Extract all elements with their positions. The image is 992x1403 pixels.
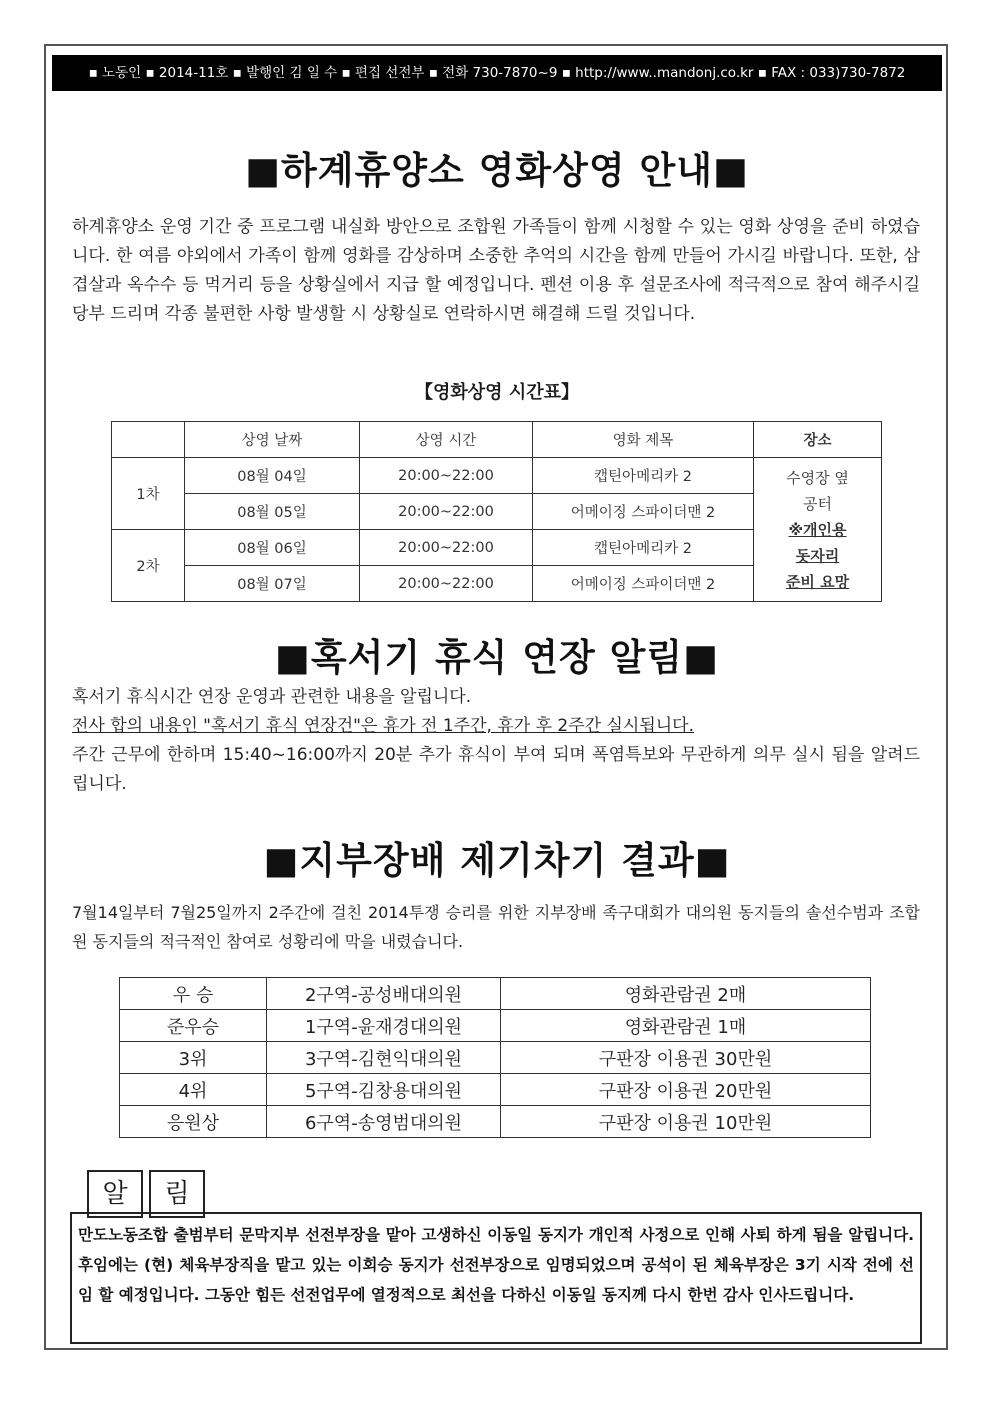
result-rank: 3위 — [120, 1042, 267, 1074]
schedule-header-date: 상영 날짜 — [185, 422, 360, 458]
masthead-bar — [52, 55, 942, 91]
schedule-group-label: 2차 — [112, 530, 185, 602]
notice-tabs — [87, 1170, 211, 1216]
table-row — [120, 1010, 871, 1042]
section2-title: ■혹서기 휴식 연장 알림■ — [274, 636, 720, 679]
table-row — [120, 1074, 871, 1106]
section2-line3: 주간 근무에 한하며 15:40~16:00까지 20분 추가 휴식이 부여 되며 폭염특보와 무관하게 의무 실시 됨을 알려드립니다. — [72, 745, 920, 794]
schedule-date: 08월 06일 — [185, 530, 360, 566]
table-row — [120, 978, 871, 1010]
schedule-date: 08월 04일 — [185, 458, 360, 494]
schedule-title: 【영화상영 시간표】 — [415, 382, 579, 403]
result-rank: 준우승 — [120, 1010, 267, 1042]
section1-title: ■하계휴양소 영화상영 안내■ — [245, 149, 749, 192]
result-prize: 구판장 이용권 20만원 — [501, 1074, 871, 1106]
section3-title: ■지부장배 제기차기 결과■ — [263, 839, 731, 882]
schedule-date: 08월 05일 — [185, 494, 360, 530]
schedule-movie: 캡틴아메리카 2 — [533, 458, 754, 494]
result-winner: 2구역-공성배대의원 — [267, 978, 501, 1010]
result-prize: 영화관람권 1매 — [501, 1010, 871, 1042]
notice-tab-2: 림 — [149, 1170, 205, 1218]
result-rank: 응원상 — [120, 1106, 267, 1138]
result-rank: 우 승 — [120, 978, 267, 1010]
movie-schedule-table — [111, 421, 882, 602]
schedule-movie: 캡틴아메리카 2 — [533, 530, 754, 566]
schedule-movie: 어메이징 스파이더맨 2 — [533, 494, 754, 530]
notice-body: 만도노동조합 출범부터 문막지부 선전부장을 맡아 고생하신 이동일 동지가 개인적 사정으로 인해 사퇴 하게 됨을 알립니다. 후임에는 (현) 체육부장직을 맡고 있는 이회승 동지가 선전부장으로 임명되었으며 공석이 된 체육부장은 3기 시작 전에 선임 할 예정입니다. 그동안 힘든 선전업무에 열정적으로 최선을 다하신 이동일 동지께 다시 한번 감사 인사드립니다. — [78, 1226, 914, 1304]
schedule-header-row — [112, 422, 882, 458]
place-note1: ※개인용 — [788, 520, 847, 539]
schedule-time: 20:00~22:00 — [360, 566, 533, 602]
schedule-time: 20:00~22:00 — [360, 458, 533, 494]
section2-line2: 전사 합의 내용인 "혹서기 휴식 연장건"은 휴가 전 1주간, 휴가 후 2주간 실시됩니다. — [72, 716, 695, 736]
result-prize: 구판장 이용권 10만원 — [501, 1106, 871, 1138]
schedule-group-label: 1차 — [112, 458, 185, 530]
notice-tab-1: 알 — [87, 1170, 143, 1218]
schedule-header-place: 장소 — [754, 422, 882, 458]
notice-box — [70, 1212, 922, 1344]
results-table — [119, 977, 871, 1138]
result-winner: 3구역-김현익대의원 — [267, 1042, 501, 1074]
schedule-time: 20:00~22:00 — [360, 530, 533, 566]
schedule-header-movie: 영화 제목 — [533, 422, 754, 458]
result-winner: 6구역-송영범대의원 — [267, 1106, 501, 1138]
table-row — [120, 1106, 871, 1138]
place-note3: 준비 요망 — [785, 572, 850, 591]
place-line2: 공터 — [803, 494, 832, 513]
section1-paragraph: 하계휴양소 운영 기간 중 프로그램 내실화 방안으로 조합원 가족들이 함께 시청할 수 있는 영화 상영을 준비 하였습니다. 한 여름 야외에서 가족이 함께 영화를 감상하며 소중한 추억의 시간을 함께 만들어 가시길 바랍니다. 또한, 삼겹살과 옥수수 등 먹거리 등을 상황실에서 지급 할 예정입니다. 펜션 이용 후 설문조사에 적극적으로 참여 해주시길 당부 드리며 각종 불편한 사항 발생할 시 상황실로 연락하시면 해결해 드릴 것입니다. — [72, 217, 920, 324]
table-row — [112, 458, 882, 494]
result-prize: 영화관람권 2매 — [501, 978, 871, 1010]
schedule-time: 20:00~22:00 — [360, 494, 533, 530]
section3-body — [72, 898, 920, 956]
schedule-place-cell — [754, 458, 882, 602]
result-winner: 5구역-김창용대의원 — [267, 1074, 501, 1106]
result-rank: 4위 — [120, 1074, 267, 1106]
schedule-movie: 어메이징 스파이더맨 2 — [533, 566, 754, 602]
table-row — [120, 1042, 871, 1074]
place-note2: 돗자리 — [795, 546, 840, 565]
masthead-text: ▪ 노동인 ▪ 2014-11호 ▪ 발행인 김 일 수 ▪ 편집 선전부 ▪ 전화 730-7870~9 ▪ http://www..mandonj.co.kr ▪ FAX : 033)730-7872 — [88, 65, 906, 81]
result-winner: 1구역-윤재경대의원 — [267, 1010, 501, 1042]
result-prize: 구판장 이용권 30만원 — [501, 1042, 871, 1074]
schedule-header-time: 상영 시간 — [360, 422, 533, 458]
section2-line1: 혹서기 휴식시간 연장 운영과 관련한 내용을 알립니다. — [72, 687, 472, 707]
section2-body — [72, 683, 920, 799]
place-line1: 수영장 옆 — [786, 468, 849, 487]
section3-paragraph: 7월14일부터 7월25일까지 2주간에 걸친 2014투쟁 승리를 위한 지부장배 족구대회가 대의원 동지들의 솔선수범과 조합원 동지들의 적극적인 참여로 성황리에 막을 내렸습니다. — [72, 903, 920, 951]
schedule-header-blank — [112, 422, 185, 458]
section1-body — [72, 213, 920, 329]
schedule-date: 08월 07일 — [185, 566, 360, 602]
